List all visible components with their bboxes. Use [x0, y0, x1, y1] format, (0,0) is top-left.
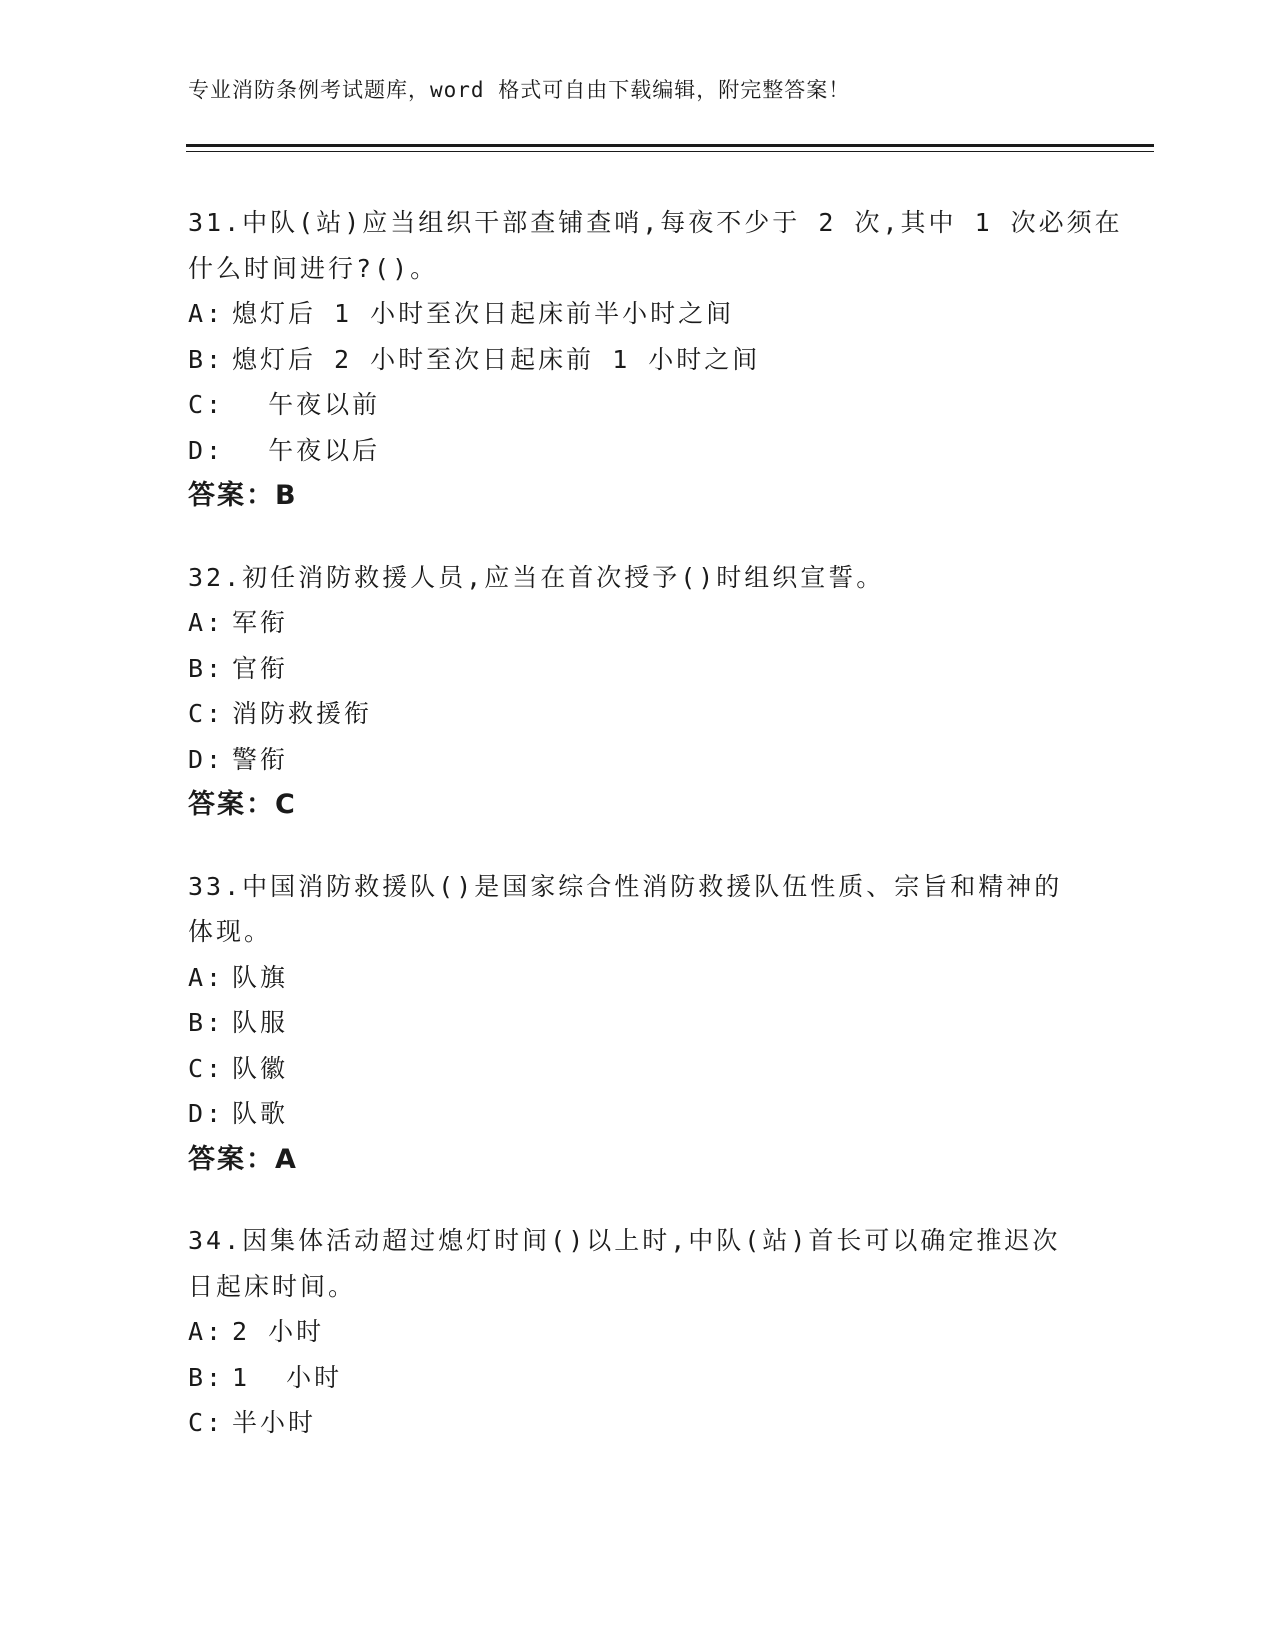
question-text-line: 什么时间进行?()。: [188, 253, 439, 283]
option-b: [188, 646, 1088, 692]
question-text-line: 31.中队(站)应当组织干部查铺查哨,每夜不少于 2 次,其中 1 次必须在: [188, 208, 1123, 237]
option-d: [188, 428, 1088, 474]
option-a: [188, 600, 1088, 646]
option-key: A:: [188, 1317, 225, 1346]
option-key: A:: [188, 962, 225, 992]
option-a: [188, 291, 1088, 337]
option-text: 熄灯后 1 小时至次日起床前半小时之间: [232, 299, 735, 328]
option-text: 官衔: [232, 653, 289, 683]
option-b: [188, 1000, 1088, 1046]
option-key: B:: [188, 653, 225, 683]
option-text: 军衔: [232, 608, 289, 637]
option-text: 2 小时: [232, 1317, 325, 1346]
option-b: [188, 337, 1088, 383]
option-text: 消防救援衔: [232, 699, 373, 728]
option-key: C:: [188, 699, 225, 728]
question-list: [188, 200, 1123, 1482]
option-c: [188, 1046, 1088, 1092]
option-key: A:: [188, 299, 225, 328]
question-32: [188, 555, 1088, 828]
question-text-line: 日起床时间。: [188, 1271, 357, 1301]
option-text: 午夜以前: [232, 390, 381, 419]
question-text-line: 34.因集体活动超过熄灯时间()以上时,中队(站)首长可以确定推迟次: [188, 1226, 1061, 1255]
option-c: [188, 691, 1088, 737]
header-rule-thick: [186, 144, 1154, 147]
option-c: [188, 1400, 1088, 1446]
option-a: [188, 1309, 1088, 1355]
question-31: [188, 200, 1123, 519]
answer-label: 答案：C: [188, 789, 297, 820]
answer-label: 答案：B: [188, 480, 298, 511]
question-text-line: 33.中国消防救援队()是国家综合性消防救援队伍性质、宗旨和精神的: [188, 871, 1063, 901]
option-key: C:: [188, 1408, 225, 1437]
option-text: 半小时: [232, 1408, 317, 1437]
answer-label: 答案：A: [188, 1143, 298, 1175]
option-key: B:: [188, 1008, 225, 1037]
option-key: C:: [188, 1053, 225, 1083]
option-text: 队徽: [232, 1053, 289, 1083]
option-key: C:: [188, 390, 225, 419]
question-text-line: 32.初任消防救援人员,应当在首次授予()时组织宣誓。: [188, 562, 885, 592]
option-text: 午夜以后: [232, 435, 381, 465]
option-key: B:: [188, 1362, 225, 1392]
option-a: [188, 955, 1088, 1001]
option-d: [188, 737, 1088, 783]
header-rule-thin: [186, 151, 1154, 152]
option-text: 队歌: [232, 1099, 289, 1128]
question-34: [188, 1218, 1088, 1446]
option-c: [188, 382, 1088, 428]
question-text-line: 体现。: [188, 917, 273, 946]
option-text: 1 小时: [232, 1362, 343, 1392]
option-b: [188, 1355, 1088, 1401]
page-header: 专业消防条例考试题库，word 格式可自由下载编辑，附完整答案！: [188, 78, 851, 102]
option-key: A:: [188, 608, 225, 637]
option-text: 队服: [232, 1008, 289, 1037]
question-33: [188, 864, 1088, 1183]
option-d: [188, 1091, 1088, 1137]
option-text: 警衔: [232, 744, 289, 774]
option-key: D:: [188, 435, 225, 465]
option-key: D:: [188, 1099, 225, 1128]
option-text: 队旗: [232, 962, 289, 992]
option-text: 熄灯后 2 小时至次日起床前 1 小时之间: [232, 344, 761, 374]
option-key: D:: [188, 744, 225, 774]
option-key: B:: [188, 344, 225, 374]
